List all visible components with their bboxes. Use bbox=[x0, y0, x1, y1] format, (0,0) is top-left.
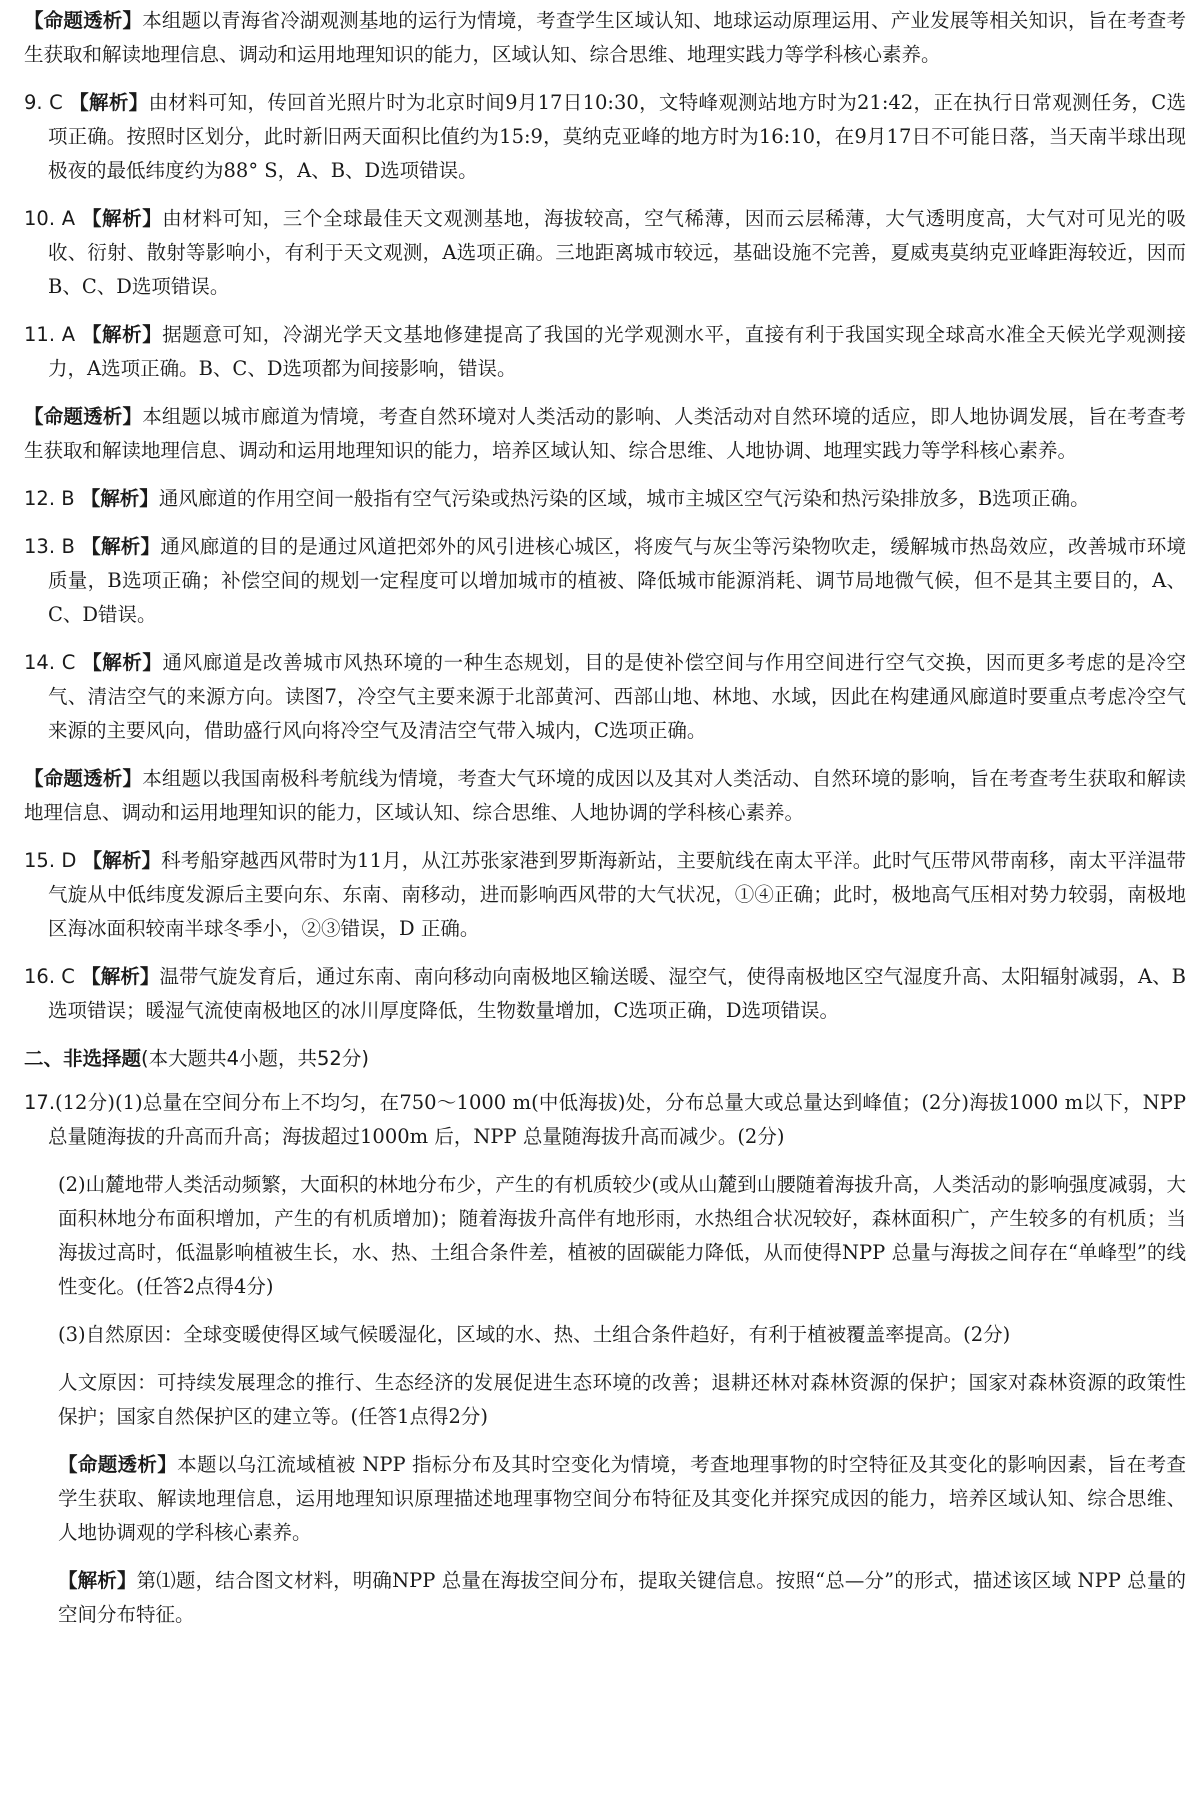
item-number: 13. B bbox=[24, 535, 75, 558]
explanation-text: 科考船穿越西风带时为11月，从江苏张家港到罗斯海新站，主要航线在南太平洋。此时气压带风带南移，南太平洋温带气旋从中低纬度发源后主要向东、东南、南移动，进而影响西风带的大气状况，①④正确；此时，极地高气压相对势力较弱，南极地区海冰面积较南半球冬季小，②③错误，D 正确。 bbox=[48, 849, 1186, 940]
explanation-text: 由材料可知，三个全球最佳天文观测基地，海拔较高，空气稀薄，因而云层稀薄，大气透明度高，大气对可见光的吸收、衍射、散射等影响小，有利于天文观测，A选项正确。三地距离城市较远，基础设施不完善，夏威夷莫纳克亚峰距海较近，因而B、C、D选项错误。 bbox=[48, 207, 1186, 298]
note-tag: 【命题透析】 bbox=[24, 405, 143, 428]
explanation-17 bbox=[58, 1564, 1186, 1632]
explanation-tag: 【解析】 bbox=[69, 91, 149, 114]
note-text: 本题以乌江流域植被 NPP 指标分布及其时空变化为情境，考查地理事物的时空特征及其变化的影响因素，旨在考查学生获取、解读地理信息，运用地理知识原理描述地理事物空间分布特征及其变化并探究成因的能力，培养区域认知、综合思维、人地协调观的学科核心素养。 bbox=[58, 1453, 1186, 1544]
answer-item-17-part1 bbox=[24, 1086, 1186, 1154]
note-tag: 【命题透析】 bbox=[24, 9, 143, 32]
explanation-text: 温带气旋发育后，通过东南、南向移动向南极地区输送暖、湿空气，使得南极地区空气湿度升高、太阳辐射减弱，A、B选项错误；暖湿气流使南极地区的冰川厚度降低，生物数量增加，C选项正确，D选项错误。 bbox=[48, 965, 1186, 1022]
explanation-text: 通风廊道的目的是通过风道把郊外的风引进核心城区，将废气与灰尘等污染物吹走，缓解城市热岛效应，改善城市环境质量，B选项正确；补偿空间的规划一定程度可以增加城市的植被、降低城市能源消耗、调节局地微气候，但不是其主要目的，A、C、D错误。 bbox=[48, 535, 1186, 626]
item-number: 12. B bbox=[24, 487, 75, 510]
answer-item-11 bbox=[24, 318, 1186, 386]
note-tag: 【命题透析】 bbox=[58, 1453, 178, 1476]
explanation-tag: 【解析】 bbox=[82, 849, 162, 872]
answer-item-16 bbox=[24, 960, 1186, 1028]
explanation-tag: 【解析】 bbox=[81, 323, 163, 346]
answer-item-12 bbox=[24, 482, 1186, 516]
explanation-tag: 【解析】 bbox=[80, 487, 159, 510]
analysis-note-4 bbox=[58, 1448, 1186, 1550]
explanation-text: 通风廊道的作用空间一般指有空气污染或热污染的区域，城市主城区空气污染和热污染排放多，B选项正确。 bbox=[158, 487, 1090, 510]
section-heading bbox=[24, 1042, 1186, 1076]
answer-item-17-part3-human bbox=[58, 1366, 1186, 1434]
answer-item-9 bbox=[24, 86, 1186, 188]
item-number: 10. A bbox=[24, 207, 76, 230]
analysis-note-2 bbox=[24, 400, 1186, 468]
section-title: 二、非选择题 bbox=[24, 1047, 142, 1070]
answer-item-10 bbox=[24, 202, 1186, 304]
explanation-text: 通风廊道是改善城市风热环境的一种生态规划，目的是使补偿空间与作用空间进行空气交换，因而更多考虑的是冷空气、清洁空气的来源方向。读图7，冷空气主要来源于北部黄河、西部山地、林地、水域，因此在构建通风廊道时要重点考虑冷空气来源的主要风向，借助盛行风向将冷空气及清洁空气带入城内，C选项正确。 bbox=[48, 651, 1186, 742]
section-note: (本大题共4小题，共52分) bbox=[141, 1047, 369, 1070]
analysis-note-1 bbox=[24, 4, 1186, 72]
answer-text: 人文原因：可持续发展理念的推行、生态经济的发展促进生态环境的改善；退耕还林对森林资源的保护；国家对森林资源的政策性保护；国家自然保护区的建立等。(任答1点得2分) bbox=[58, 1371, 1186, 1428]
explanation-tag: 【解析】 bbox=[81, 207, 163, 230]
note-tag: 【命题透析】 bbox=[24, 767, 143, 790]
note-text: 本组题以青海省冷湖观测基地的运行为情境，考查学生区域认知、地球运动原理运用、产业发展等相关知识，旨在考查考生获取和解读地理信息、调动和运用地理知识的能力，区域认知、综合思维、地理实践力等学科核心素养。 bbox=[24, 9, 1186, 66]
answer-text: (3)自然原因：全球变暖使得区域气候暖湿化，区域的水、热、土组合条件趋好，有利于植被覆盖率提高。(2分) bbox=[58, 1323, 1011, 1346]
explanation-text: 据题意可知，冷湖光学天文基地修建提高了我国的光学观测水平，直接有利于我国实现全球高水准全天候光学观测接力，A选项正确。B、C、D选项都为间接影响，错误。 bbox=[48, 323, 1186, 380]
item-number: 11. A bbox=[24, 323, 76, 346]
explanation-tag: 【解析】 bbox=[81, 965, 160, 988]
item-number: 9. C bbox=[24, 91, 63, 114]
item-number: 14. C bbox=[24, 651, 76, 674]
item-number: 17. bbox=[24, 1091, 56, 1114]
answer-item-15 bbox=[24, 844, 1186, 946]
explanation-text: 由材料可知，传回首光照片时为北京时间9月17日10:30，文特峰观测站地方时为21:42，正在执行日常观测任务，C选项正确。按照时区划分，此时新旧两天面积比值约为15:9，莫纳克亚峰的地方时为16:10，在9月17日不可能日落，当天南半球出现极夜的最低纬度约为88° S，A、B、D选项错误。 bbox=[48, 91, 1186, 182]
note-text: 本组题以城市廊道为情境，考查自然环境对人类活动的影响、人类活动对自然环境的适应，即人地协调发展，旨在考查考生获取和解读地理信息、调动和运用地理知识的能力，培养区域认知、综合思维、人地协调、地理实践力等学科核心素养。 bbox=[24, 405, 1186, 462]
answer-item-14 bbox=[24, 646, 1186, 748]
item-number: 15. D bbox=[24, 849, 77, 872]
answer-item-17-part3 bbox=[58, 1318, 1186, 1352]
answer-text: (2)山麓地带人类活动频繁，大面积的林地分布少，产生的有机质较少(或从山麓到山腰随着海拔升高，人类活动的影响强度减弱，大面积林地分布面积增加，产生的有机质增加)；随着海拔升高伴有地形雨，水热组合状况较好，森林面积广，产生较多的有机质；当海拔过高时，低温影响植被生长，水、热、土组合条件差，植被的固碳能力降低，从而使得NPP 总量与海拔之间存在“单峰型”的线性变化。(任答2点得4分) bbox=[58, 1173, 1186, 1298]
explanation-text: 第⑴题，结合图文材料，明确NPP 总量在海拔空间分布，提取关键信息。按照“总—分”的形式，描述该区域 NPP 总量的空间分布特征。 bbox=[58, 1569, 1186, 1626]
explanation-tag: 【解析】 bbox=[81, 535, 161, 558]
analysis-note-3 bbox=[24, 762, 1186, 830]
note-text: 本组题以我国南极科考航线为情境，考查大气环境的成因以及其对人类活动、自然环境的影响，旨在考查考生获取和解读地理信息、调动和运用地理知识的能力，区域认知、综合思维、人地协调的学科核心素养。 bbox=[24, 767, 1186, 824]
answer-text: (12分)(1)总量在空间分布上不均匀，在750～1000 m(中低海拔)处，分布总量大或总量达到峰值；(2分)海拔1000 m以下，NPP 总量随海拔的升高而升高；海拔超过1000m 后，NPP 总量随海拔升高而减少。(2分) bbox=[48, 1091, 1186, 1148]
explanation-tag: 【解析】 bbox=[82, 651, 163, 674]
explanation-tag: 【解析】 bbox=[58, 1569, 137, 1592]
item-number: 16. C bbox=[24, 965, 75, 988]
answer-item-17-part2 bbox=[58, 1168, 1186, 1304]
answer-item-13 bbox=[24, 530, 1186, 632]
